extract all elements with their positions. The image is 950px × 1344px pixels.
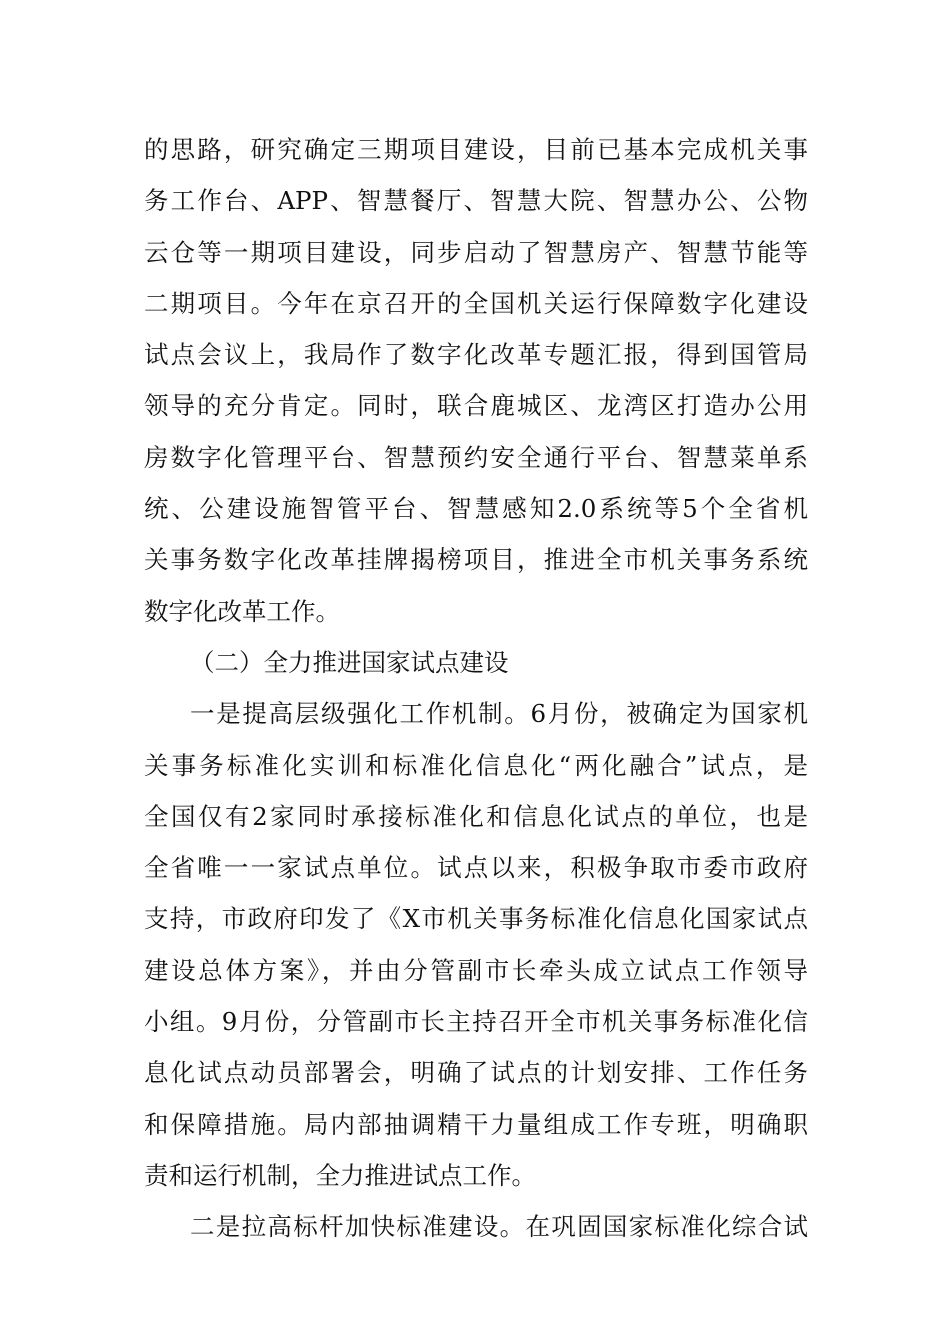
body-line-3: 云仓等一期项目建设，同步启动了智慧房产、智慧节能等	[144, 237, 808, 267]
body-line-5: 试点会议上，我局作了数字化改革专题汇报，得到国管局	[144, 340, 808, 370]
body-line-14: 全国仅有2家同时承接标准化和信息化试点的单位，也是	[144, 801, 808, 831]
body-line-16: 支持，市政府印发了《X市机关事务标准化信息化国家试点	[144, 904, 808, 934]
body-line-15: 全省唯一一家试点单位。试点以来，积极争取市委市政府	[144, 853, 808, 883]
body-line-21: 责和运行机制，全力推进试点工作。	[144, 1160, 536, 1190]
body-line-13: 关事务标准化实训和标准化信息化“两化融合”试点，是	[144, 750, 808, 780]
body-line-6: 领导的充分肯定。同时，联合鹿城区、龙湾区打造办公用	[144, 391, 808, 421]
body-line-2: 务工作台、APP、智慧餐厅、智慧大院、智慧办公、公物	[144, 186, 808, 216]
body-line-1: 的思路，研究确定三期项目建设，目前已基本完成机关事	[144, 135, 808, 164]
section-heading: （二）全力推进国家试点建设	[190, 647, 509, 677]
body-line-20: 和保障措施。局内部抽调精干力量组成工作专班，明确职	[144, 1109, 808, 1139]
body-line-17: 建设总体方案》，并由分管副市长牵头成立试点工作领导	[144, 955, 808, 985]
body-line-18: 小组。9月份，分管副市长主持召开全市机关事务标准化信	[144, 1007, 808, 1037]
body-line-4: 二期项目。今年在京召开的全国机关运行保障数字化建设	[144, 288, 808, 318]
body-line-7: 房数字化管理平台、智慧预约安全通行平台、智慧菜单系	[144, 442, 808, 472]
document-body	[144, 124, 808, 1253]
body-line-8: 统、公建设施智管平台、智慧感知2.0系统等5个全省机	[144, 494, 808, 524]
body-line-10: 数字化改革工作。	[144, 596, 340, 626]
body-line-9: 关事务数字化改革挂牌揭榜项目，推进全市机关事务系统	[144, 545, 808, 575]
body-line-12: 一是提高层级强化工作机制。6月份，被确定为国家机	[190, 699, 808, 729]
body-line-19: 息化试点动员部署会，明确了试点的计划安排、工作任务	[144, 1058, 808, 1088]
body-line-22: 二是拉高标杆加快标准建设。在巩固国家标准化综合试	[190, 1212, 808, 1242]
